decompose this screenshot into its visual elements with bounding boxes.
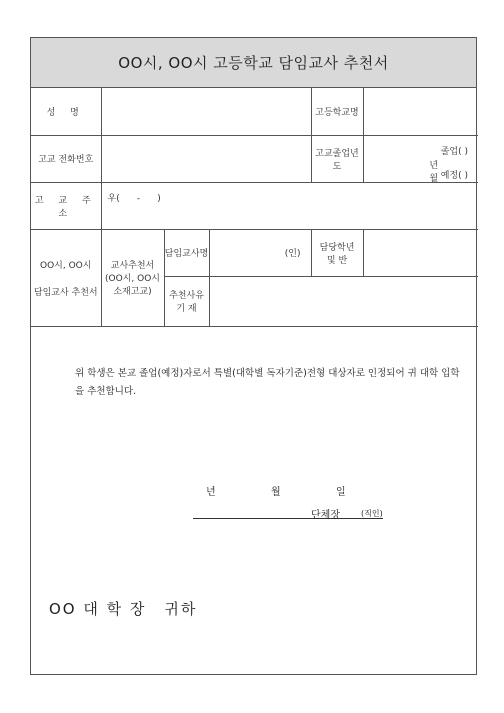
grade-class-line1: 담당학년 xyxy=(319,242,355,253)
date-day: 일 xyxy=(336,487,346,498)
school-phone-field[interactable] xyxy=(101,135,311,182)
reason-field[interactable] xyxy=(209,276,478,326)
grad-year-field[interactable] xyxy=(363,135,478,182)
recommendation-form xyxy=(30,37,477,675)
form-table xyxy=(31,88,478,327)
teacher-rec-line1: 교사추천서 xyxy=(110,261,155,271)
school-name-label: 고등학교명 xyxy=(311,88,363,135)
school-address-label: 고 교 주 소 xyxy=(31,182,101,229)
school-address-field[interactable] xyxy=(101,182,478,229)
recommendation-label xyxy=(31,229,101,326)
grad-year-label: 고교졸업년도 xyxy=(311,135,363,182)
teacher-name-label: 담임교사명 xyxy=(164,229,209,276)
school-name-field[interactable] xyxy=(363,88,478,135)
signatory-title: 단체장 xyxy=(311,510,340,521)
teacher-rec-line3: 소재고교) xyxy=(113,287,152,297)
expected-option[interactable]: 예정( ) xyxy=(440,170,469,181)
school-phone-label: 고교 전화번호 xyxy=(31,135,101,182)
grade-class-field[interactable] xyxy=(363,229,478,276)
reason-line1: 추천사유 xyxy=(169,291,204,301)
recommendation-statement: 위 학생은 본교 졸업(예정)자로서 특별(대학별 독자기준)전형 대상자로 인정되어 귀 대학 입학을 추천합니다. xyxy=(75,368,460,397)
grad-month-unit: 월 xyxy=(429,173,441,184)
addressee xyxy=(49,598,197,619)
signature-line[interactable] xyxy=(193,518,383,519)
date-year: 년 xyxy=(206,487,216,498)
graduated-option[interactable]: 졸업( ) xyxy=(440,146,469,157)
university-president: OO 대 학 장 xyxy=(49,600,147,618)
teacher-rec-line2: (OO시, OO시 xyxy=(105,274,160,284)
name-label: 성 명 xyxy=(31,88,101,135)
reason-line2: 기 재 xyxy=(176,304,197,314)
date-line xyxy=(206,483,401,498)
grad-year-unit: 년 xyxy=(429,160,441,171)
seal-mark: (인) xyxy=(284,249,301,259)
teacher-rec-label xyxy=(101,229,164,326)
grade-class-label xyxy=(311,229,363,276)
recommendation-label-line2: 담임교사 추천서 xyxy=(33,287,98,298)
reason-label xyxy=(164,276,209,326)
official-seal: (직인) xyxy=(361,509,383,518)
date-month: 월 xyxy=(271,487,281,498)
zip-code-prefix: 우( - ) xyxy=(107,193,161,204)
honorific: 귀하 xyxy=(164,600,198,618)
recommendation-label-line1: OO시, OO시 xyxy=(40,260,92,271)
form-title: OO시, OO시 고등학교 담임교사 추천서 xyxy=(31,38,476,88)
grade-class-line2: 및 반 xyxy=(326,255,348,266)
name-field[interactable] xyxy=(101,88,311,135)
teacher-name-field[interactable] xyxy=(209,229,311,276)
